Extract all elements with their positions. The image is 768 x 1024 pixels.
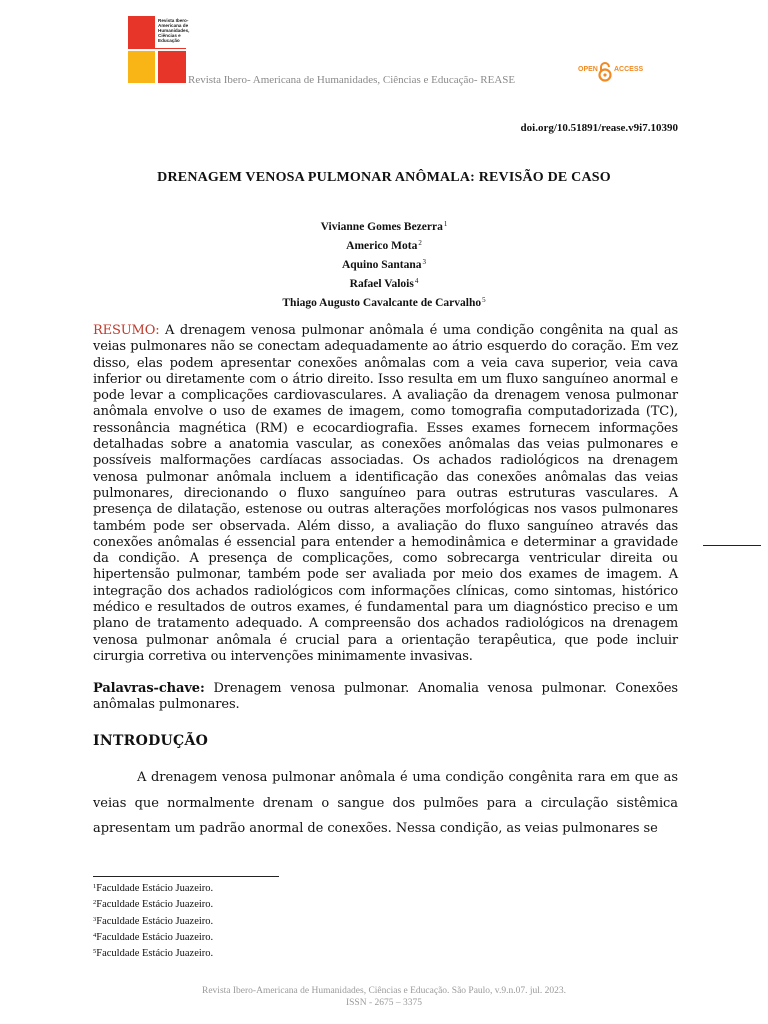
abstract-text: A drenagem venosa pulmonar anômala é uma condição congênita na qual as veias pulmonares não se conectam adequadamente ao átrio esquerdo do coração. Em vez disso, elas podem apresentar conexões anômalas com a veia cava superior, veia cava inferior ou diretamente com o átrio direito. Isso resulta em um fluxo sanguíneo anormal e pode levar a complicações cardiovasculares. A avaliação da drenagem venosa pulmonar anômala envolve o uso de exames de imagem, como tomografia computadorizada (TC), ressonância magnética (RM) e ecocardiografia. Esses exames fornecem informações detalhadas sobre a anatomia vascular, as conexões anômalas das veias pulmonares e possíveis malformações cardíacas associadas. Os achados radiológicos na drenagem venosa pulmonar anômala incluem a identificação das conexões anômalas das veias pulmonares, direcionando o fluxo sanguíneo para outras estruturas vasculares. A presença de dilatação, estenose ou outras alterações morfológicas nos vasos pulmonares também pode ser observada. Além disso, a avaliação do fluxo sanguíneo através das conexões anômalas é essencial para entender a hemodinâmica e determinar a gravidade da condição. A presença de complicações, como sobrecarga ventricular direita ou hipertensão pulmonar, também pode ser avaliada por meio dos exames de imagem. A integração dos achados radiológicos com informações clínicas, como sintomas, histórico médico e resultados de outros exames, é fundamental para um diagnóstico preciso e um plano de tratamento adequado. A compreensão dos achados radiológicos na drenagem venosa pulmonar anômala é crucial para a orientação terapêutica, que pode incluir cirurgia corretiva ou intervenções minimamente invasivas. bbox=[93, 323, 678, 664]
author-ref: 1 bbox=[443, 220, 448, 228]
logo-block-red-bottom bbox=[158, 51, 186, 83]
author-name: Thiago Augusto Cavalcante de Carvalho$^5$ bbox=[282, 296, 486, 309]
abstract bbox=[93, 323, 678, 665]
author-name: Aquino Santana$^3$ bbox=[341, 258, 427, 271]
open-access-label-access: ACCESS bbox=[614, 66, 644, 73]
keywords-text: Drenagem venosa pulmonar. Anomalia venosa pulmonar. Conexões anômalas pulmonares. bbox=[93, 681, 678, 713]
logo-block-yellow bbox=[128, 51, 155, 83]
footnote-divider bbox=[93, 876, 279, 877]
author-list bbox=[0, 216, 768, 311]
journal-logo-text: Revista Ibero-Americana de Humanidades, Ciências e Educação bbox=[158, 18, 190, 43]
journal-name: Revista Ibero- Americana de Humanidades, Ciências e Educação- REASE bbox=[188, 74, 516, 86]
footnote: $^1$Faculdade Estácio Juazeiro. bbox=[93, 883, 214, 894]
author-name: Vivianne Gomes Bezerra$^1$ bbox=[320, 220, 448, 233]
page-footer bbox=[0, 985, 768, 1009]
footnote: $^2$Faculdade Estácio Juazeiro. bbox=[93, 899, 214, 911]
author-ref: 5 bbox=[482, 296, 486, 304]
footer-citation: Revista Ibero-Americana de Humanidades, Ciências e Educação. São Paulo, v.9.n.07. jul. 2023. bbox=[202, 986, 566, 996]
introduction-text: A drenagem venosa pulmonar anômala é uma condição congênita rara em que as veias que normalmente drenam o sangue dos pulmões para a circulação sistêmica apresentam um padrão anormal de conexões. Nessa condição, as veias pulmonares se bbox=[93, 770, 678, 836]
author-name: Rafael Valois$^4$ bbox=[349, 277, 419, 290]
keywords bbox=[93, 681, 678, 714]
margin-divider bbox=[703, 545, 761, 546]
abstract-label: RESUMO: bbox=[93, 323, 160, 338]
author-ref: 4 bbox=[414, 277, 419, 285]
doi-link[interactable]: doi.org/10.51891/rease.v9i7.10390 bbox=[520, 122, 678, 134]
footnote: $^4$Faculdade Estácio Juazeiro. bbox=[93, 931, 214, 943]
footnotes bbox=[93, 880, 213, 961]
author-ref: 3 bbox=[422, 258, 427, 266]
author-name: Americo Mota$^2$ bbox=[346, 239, 422, 252]
footer-issn: ISSN - 2675 – 3375 bbox=[345, 998, 422, 1008]
footnote: $^3$Faculdade Estácio Juazeiro. bbox=[93, 915, 214, 927]
open-access-lock-icon bbox=[597, 62, 613, 82]
keywords-label: Palavras-chave: bbox=[93, 681, 205, 696]
section-heading-introduction: INTRODUÇÃO bbox=[93, 733, 209, 749]
footnote: $^5$Faculdade Estácio Juazeiro. bbox=[93, 948, 214, 960]
paper-title: DRENAGEM VENOSA PULMONAR ANÔMALA: REVISÃO DE CASO bbox=[157, 170, 611, 185]
author-ref: 2 bbox=[418, 239, 422, 247]
open-access-label-open: OPEN bbox=[578, 66, 598, 73]
